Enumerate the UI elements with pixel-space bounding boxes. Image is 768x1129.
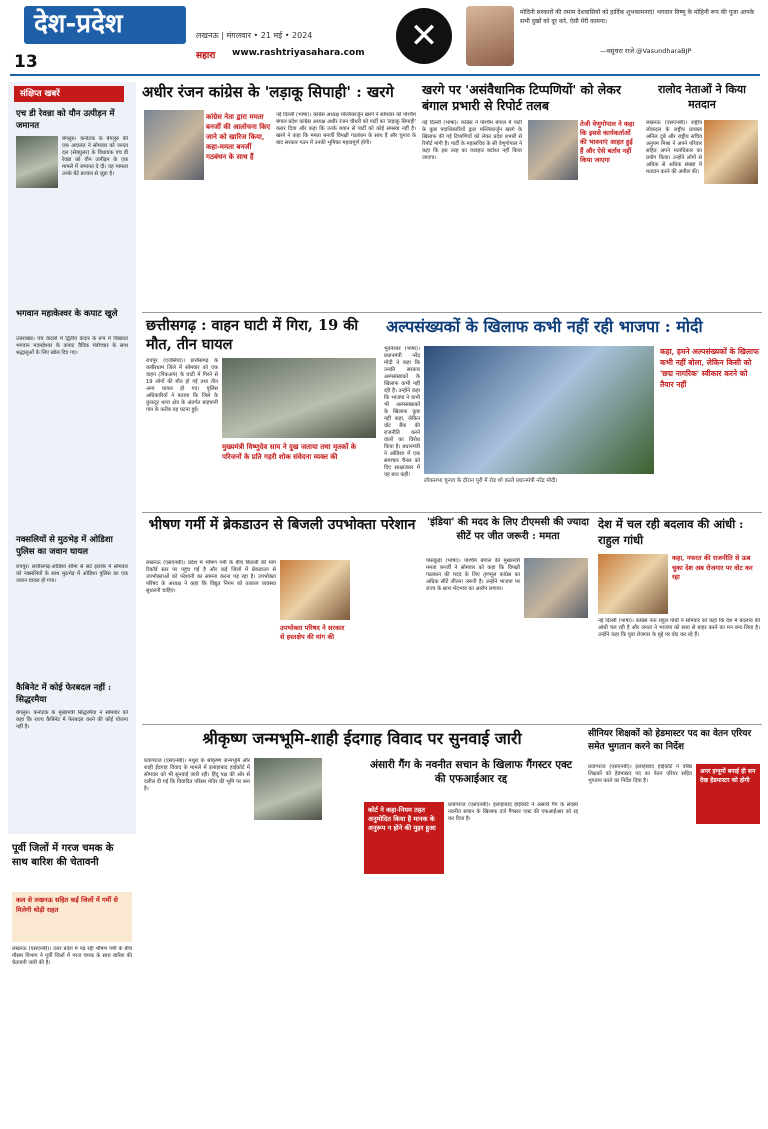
headline[interactable]: पूर्वी जिलों में गरज चमक के साथ बारिश की चेतावनी	[12, 843, 114, 868]
website[interactable]: www.rashtriyasahara.com	[232, 48, 365, 58]
brief-item-text: उत्तराखंड। पंच केदारों में द्वितीय केदार के रूप में विख्यात भगवान मदमहेश्वर के कपाट वैदिक मंत्रोच्चार के साथ श्रद्धालुओं के लिए खोल दिए गए।	[16, 336, 128, 356]
headline[interactable]: देश में चल रही बदलाव की आंधी : राहुल गांधी	[598, 517, 744, 547]
headline[interactable]: अधीर रंजन कांग्रेस के 'लड़ाकू सिपाही' : खरगे	[142, 83, 394, 101]
page-number: 13	[14, 52, 38, 72]
article-body: रायपुर (एजेंसियां)। छत्तीसगढ़ के कबीरधाम जिले में सोमवार को एक वाहन (पिकअप) के घाटी में गिरने से 19 लोगों की मौत हो गई तथा तीन अन्य घायल हो गए। पुलिस अधिकारियों ने बताया कि जिले के कुकदूर थाना क्षेत्र के अंतर्गत बाहपानी गांव के करीब यह घटना हुई।	[146, 358, 218, 413]
weather-story	[8, 840, 136, 1122]
article-body: भुवनेश्वर (भाषा)। प्रधानमंत्री नरेंद्र मोदी ने कहा कि उनकी सरकार अल्पसंख्यकों के खिलाफ कभी नहीं रही है। उन्होंने कहा कि भाजपा ने कभी भी अल्पसंख्यकों के खिलाफ कुछ नहीं कहा, लेकिन वोट बैंक की राजनीति करने वालों का विरोध किया है। प्रधानमंत्री ने ओडिशा में एक समाचार चैनल को दिए साक्षात्कार में यह बात कही।	[384, 346, 420, 478]
pull-quote: कोर्ट ने कहा-नियम तहत अनुमोदित किया है मानक के अनुरूप न होने की मुहर हुआ	[368, 806, 436, 832]
leader-photo	[704, 120, 758, 184]
kharge-photo	[144, 110, 204, 180]
article-body: लखनऊ (एसएनबी)। राष्ट्रीय लोकदल के राष्ट्रीय प्रवक्ता अनिल दुबे और राष्ट्रीय सचिव अनुपम मिश्रा ने अपने परिवार सहित अपने मताधिकार का प्रयोग किया। उन्होंने लोगों से अधिक से अधिक संख्या में मतदान करने की अपील की।	[646, 120, 702, 175]
article-body: नई दिल्ली (भाषा)। कांग्रेस अध्यक्ष मल्लिकार्जुन खरगे ने सोमवार को पश्चिम बंगाल प्रदेश कांग्रेस अध्यक्ष अधीर रंजन चौधरी को पार्टी का 'लड़ाकू सिपाही' करार दिया और कहा कि उनके बयान से पार्टी को कोई समस्या नहीं है। खरगे ने कहा कि ममता बनर्जी विपक्षी गठबंधन के साथ हैं और चुनाव के बाद सरकार गठन में उनकी भूमिका महत्वपूर्ण होगी।	[276, 112, 416, 146]
x-logo-icon: ✕	[396, 8, 452, 64]
article-body: प्रयागराज (एसएनबी)। इलाहाबाद हाईकोर्ट ने अंसारी गैंग के सदस्य नवनीत सचान के खिलाफ दर्ज गैंगस्टर एक्ट की एफआईआर को रद्द कर दिया है।	[448, 802, 578, 822]
brief-item-text: बेंगलुरु। कर्नाटक के बेंगलुरु की एक अदालत ने सोमवार को जनता दल (सेक्युलर) के विधायक एच डी रेवन्ना को यौन उत्पीड़न के एक मामले में जमानत दे दी। यह मामला उनके बेटे प्रज्वल से जुड़ा है।	[62, 136, 128, 177]
section-title: देश-प्रदेश	[34, 9, 123, 39]
headline[interactable]: खरगे पर 'असंवैधानिक टिप्पणियों' को लेकर बंगाल प्रभारी से रिपोर्ट तलब	[422, 82, 621, 113]
pull-quote: कल से लखनऊ सहित कई जिलों में गर्मी से मिलेगी थोड़ी राहत	[16, 896, 118, 914]
brand-logo: सहारा	[196, 51, 216, 61]
headline[interactable]: छत्तीसगढ़ : वाहन घाटी में गिरा, 19 की मौत, तीन घायल	[146, 317, 359, 353]
article-body: प्रयागराज (एसएनबी)। इलाहाबाद हाईकोर्ट ने वरिष्ठ शिक्षकों को हेडमास्टर पद का वेतन एरियर सहित भुगतान करने का निर्देश दिया है।	[588, 764, 692, 784]
heat-story	[142, 512, 420, 722]
mamata-story	[424, 512, 592, 722]
brief-header-label: संक्षिप्त खबरें	[20, 89, 60, 99]
article-body: लखनऊ (एसएनबी)। उत्तर प्रदेश में पड़ रही भीषण गर्मी के बीच मौसम विभाग ने पूर्वी जिलों में गरज चमक के साथ बारिश की चेतावनी जारी की है।	[12, 946, 132, 966]
modi-photo	[424, 346, 654, 474]
pull-quote: तेजी वेणुगोपाल ने कहा कि इससे कार्यकर्ताओं की भावनाएं आहत हुई हैं और ऐसे बर्ताव नहीं किया जाएगा	[580, 120, 635, 164]
power-photo	[280, 560, 350, 620]
article-body: प्रयागराज (एसएनबी)। मथुरा के श्रीकृष्ण जन्मभूमि और शाही ईदगाह विवाद के मामले में इलाहाबाद हाईकोर्ट में सोमवार को भी सुनवाई जारी रही। हिंदू पक्ष की ओर से दलील दी गई कि विवादित परिसर मंदिर की भूमि पर बना है।	[144, 758, 250, 792]
x-avatar	[466, 6, 514, 66]
rahul-story	[596, 512, 762, 722]
headline[interactable]: सीनियर शिक्षकों को हेडमास्टर पद का वेतन एरियर समेत भुगतान करने का निर्देश	[588, 729, 752, 752]
modi-story	[384, 312, 762, 510]
pull-quote: अपर इग्नूमों बनाई ही सन देख हेडमास्टर को होगी	[700, 768, 756, 784]
pull-quote: कांग्रेस नेता द्वारा ममता बनर्जी की आलोचना किए जाने को खारिज किया, कहा-ममता बनर्जी गठबंधन के साथ हैं	[206, 112, 271, 161]
gang-story	[362, 758, 580, 1118]
venugopal-photo	[528, 120, 578, 180]
pull-quote: कहा, नफरत की राजनीति से ऊब चुका देश अब रोजगार पर वोट कर रहा	[672, 554, 753, 581]
ralod-story	[642, 80, 762, 310]
photo-caption: लोकसभा चुनाव के दौरान पुरी में रोड शो करते प्रधानमंत्री नरेंद्र मोदी।	[424, 478, 558, 484]
pull-quote: मुख्यमंत्री विष्णुदेव साय ने दुख जताया तथा मृतकों के परिजनों के प्रति गहरी शोक संवेदना व्यक्त की	[222, 442, 357, 461]
article-body: नई दिल्ली (भाषा)। कांग्रेस ने पश्चिम बंगाल में पार्टी के कुछ पदाधिकारियों द्वारा मल्लिकार्जुन खरगे के खिलाफ की गई टिप्पणियों को लेकर प्रदेश प्रभारी से रिपोर्ट मांगी है। पार्टी के महासचिव के सी वेणुगोपाल ने कहा कि इस तरह का व्यवहार बर्दाश्त नहीं किया जाएगा।	[422, 120, 522, 161]
headline[interactable]: रालोद नेताओं ने किया मतदान	[657, 83, 747, 111]
brief-item-title: नक्सलियों से मुठभेड़ में ओडिशा पुलिस का जवान घायल	[16, 535, 113, 557]
brief-photo	[16, 136, 58, 188]
article-body: नई दिल्ली (भाषा)। कांग्रेस नेता राहुल गांधी ने सोमवार को कहा कि देश में बदलाव की आंधी चल रही है और जनता ने भाजपा को सत्ता से बाहर करने का मन बना लिया है। उन्होंने कहा कि युवा रोजगार के मुद्दे पर वोट कर रहे हैं।	[598, 618, 760, 638]
pull-quote: कहा, हमने अल्पसंख्यकों के खिलाफ कभी नहीं बोला, लेकिन किसी को 'छद्म नागरिक' स्वीकार करने को तैयार नहीं	[660, 347, 759, 389]
masthead-rule	[10, 74, 760, 76]
date-line: लखनऊ | मंगलवार • 21 मई • 2024	[196, 31, 313, 40]
brief-column	[8, 82, 136, 834]
brief-item-title: एच डी रेवन्ना को यौन उत्पीड़न में जमानत	[16, 109, 115, 131]
accident-story	[142, 312, 380, 510]
headline[interactable]: श्रीकृष्ण जन्मभूमि-शाही ईदगाह विवाद पर सुनवाई जारी	[202, 729, 522, 748]
x-post-handle: —वसुंधरा राजे @VasundharaBJP	[600, 47, 692, 55]
brief-item-title: कैबिनेट में कोई फेरबदल नहीं : सिद्धरमैया	[16, 683, 112, 705]
mamata-photo	[524, 558, 588, 618]
top-story	[142, 80, 418, 310]
brief-item-text: रायपुर। छत्तीसगढ़-ओडिशा सीमा से सटे इलाके में सोमवार को नक्सलियों के साथ मुठभेड़ में ओडिशा पुलिस का एक जवान घायल हो गया।	[16, 564, 128, 584]
headline[interactable]: अंसारी गैंग के नवनीत सचान के खिलाफ गैंगस्टर एक्ट की एफआईआर रद्द	[369, 759, 573, 785]
brief-header	[14, 86, 124, 102]
x-post-text: मोदिनी सरकारों की तमाम देशवासियों को हार्दिक शुभकामनाएं! भगवान विष्णु के मोहिनी रूप की पूजा आपके सभी दुखों को दूर करे, ऐसी मेरी कामना।	[520, 9, 755, 25]
headline[interactable]: अल्पसंख्यकों के खिलाफ कभी नहीं रही भाजपा : मोदी	[386, 317, 703, 336]
article-body: पांसकुड़ा (भाषा)। पश्चिम बंगाल की मुख्यमंत्री ममता बनर्जी ने सोमवार को कहा कि विपक्षी गठबंधन की मदद के लिए तृणमूल कांग्रेस का अधिक सीटें जीतना जरूरी है। उन्होंने भाजपा पर राज्य के साथ भेदभाव का आरोप लगाया।	[426, 558, 520, 592]
pull-quote: उपभोक्ता परिषद ने सरकार से हस्तक्षेप की मांग की	[280, 624, 345, 641]
brief-item-text: बेंगलुरु। कर्नाटक के मुख्यमंत्री सिद्धरमैया ने सोमवार को कहा कि राज्य कैबिनेट में फेरबदल करने की कोई योजना नहीं है।	[16, 710, 128, 730]
bengal-story	[422, 80, 638, 310]
masthead	[0, 0, 768, 78]
article-body: लखनऊ (एसएनबी)। प्रदेश में भीषण गर्मी के बीच बिजली की मांग रिकॉर्ड स्तर पर पहुंच गई है और कई जिलों में ब्रेकडाउन से उपभोक्ताओं को परेशानी का सामना करना पड़ रहा है। उपभोक्ता परिषद के अध्यक्ष ने कहा कि विद्युत निगम को तत्काल व्यवस्था सुधारनी चाहिए।	[146, 560, 276, 594]
brief-item-title: भगवान महाकेश्वर के कपाट खुले	[16, 309, 118, 319]
headline[interactable]: 'इंडिया' की मदद के लिए टीएमसी की ज्यादा सीटें पर जीत जरूरी : ममता	[427, 517, 589, 542]
accident-photo	[222, 358, 376, 438]
court-photo	[254, 758, 322, 820]
temple-story	[142, 724, 582, 1122]
rahul-photo	[598, 554, 668, 614]
teacher-story	[586, 724, 762, 1122]
headline[interactable]: भीषण गर्मी में ब्रेकडाउन से बिजली उपभोक्ता परेशान	[148, 517, 416, 533]
